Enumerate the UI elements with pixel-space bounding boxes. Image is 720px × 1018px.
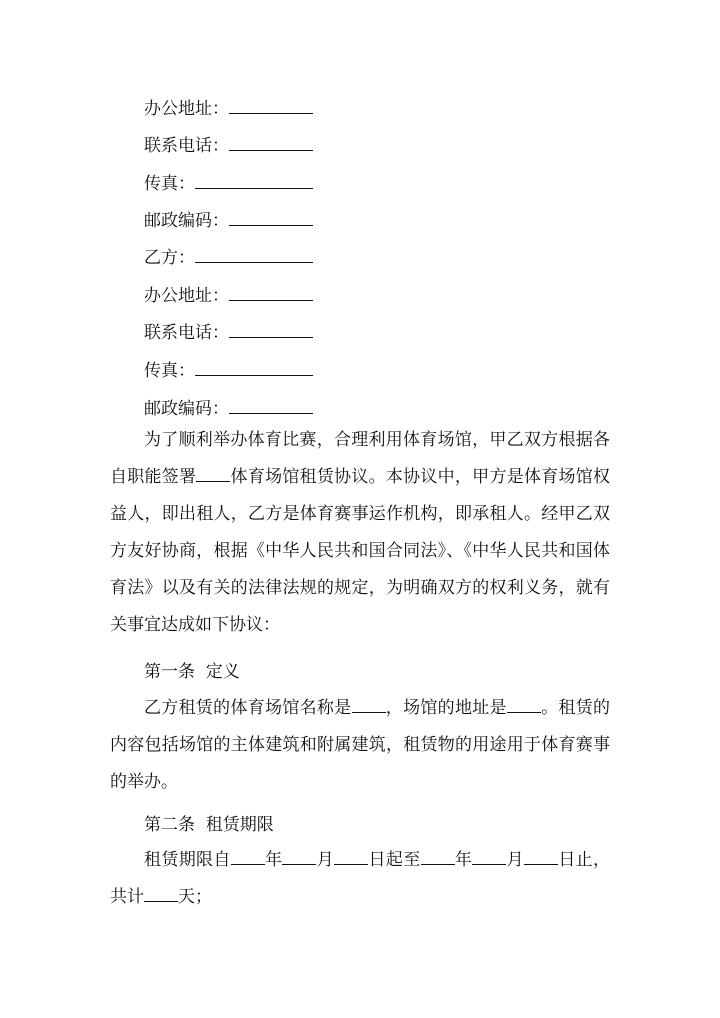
field-label: 办公地址： (144, 286, 229, 306)
intro-paragraph (110, 422, 610, 644)
lease-term-text: 天； (178, 887, 212, 907)
blank-line (231, 847, 265, 865)
party-b-field (144, 245, 313, 270)
field-label: 联系电话： (144, 136, 229, 156)
blank-line (507, 695, 541, 713)
blank-line (472, 847, 506, 865)
blank-line (334, 847, 368, 865)
lease-term-text: 年 (264, 850, 283, 870)
field-label: 传真： (144, 361, 195, 381)
field-label: 联系电话： (144, 323, 229, 343)
blank-line (229, 96, 313, 114)
field-label: 传真： (144, 174, 195, 194)
blank-line (524, 847, 558, 865)
lease-term-text: 日起至 (368, 850, 421, 870)
lease-term-text: 年 (454, 850, 473, 870)
party-b-postcode-field (144, 396, 313, 421)
blank-line (195, 171, 313, 189)
party-a-phone-field (144, 133, 313, 158)
party-b-fax-field (144, 358, 313, 383)
article-2-heading: 第二条 租赁期限 (144, 815, 274, 835)
article-1-text-3: 。租赁的内容包括场馆的主体建筑和附属建筑，租赁物的用途用于体育赛事的举办。 (110, 698, 611, 792)
article-1-heading: 第一条 定义 (144, 662, 240, 682)
blank-line (196, 464, 230, 482)
party-b-address-field (144, 283, 313, 308)
blank-line (229, 208, 313, 226)
lease-term-text: 月 (506, 850, 524, 870)
party-a-postcode-field (144, 208, 313, 233)
field-label: 乙方： (144, 248, 195, 268)
field-label: 邮政编码： (144, 399, 229, 419)
article-2-paragraph (110, 842, 610, 916)
party-a-fax-field (144, 171, 313, 196)
blank-line (229, 283, 313, 301)
article-1-text-2: ，场馆的地址是 (385, 698, 507, 718)
intro-text-2: 体育场馆租赁协议。本协议中，甲方是体育场馆权益人，即出租人，乙方是体育赛事运作机构，即承租人。经甲乙双方友好协商，根据《中华人民共和国合同法》、《中华人民共和国体育法》以及有关的法律法规的规定，为明确双方的权利义务，就有关事宜达成如下协议： (110, 467, 610, 635)
article-1-text-1: 乙方租赁的体育场馆名称是 (144, 698, 352, 718)
blank-line (229, 396, 313, 414)
field-label: 办公地址： (144, 99, 229, 119)
blank-line (195, 245, 313, 263)
blank-line (229, 320, 313, 338)
article-1-paragraph (110, 690, 610, 801)
lease-term-text: 租赁期限自 (144, 850, 231, 870)
blank-line (352, 695, 386, 713)
blank-line (282, 847, 316, 865)
blank-line (421, 847, 455, 865)
intro-text-1: 为了顺利举办体育比赛，合理利用体育场馆，甲乙双方根据各自职能签署 (110, 430, 610, 487)
field-label: 邮政编码： (144, 211, 229, 231)
blank-line (144, 884, 178, 902)
lease-term-text: 月 (316, 850, 335, 870)
blank-line (195, 358, 313, 376)
lease-term-text: 日止，共计 (110, 850, 611, 907)
blank-line (229, 133, 313, 151)
party-b-phone-field (144, 320, 313, 345)
party-a-address-field (144, 96, 313, 121)
